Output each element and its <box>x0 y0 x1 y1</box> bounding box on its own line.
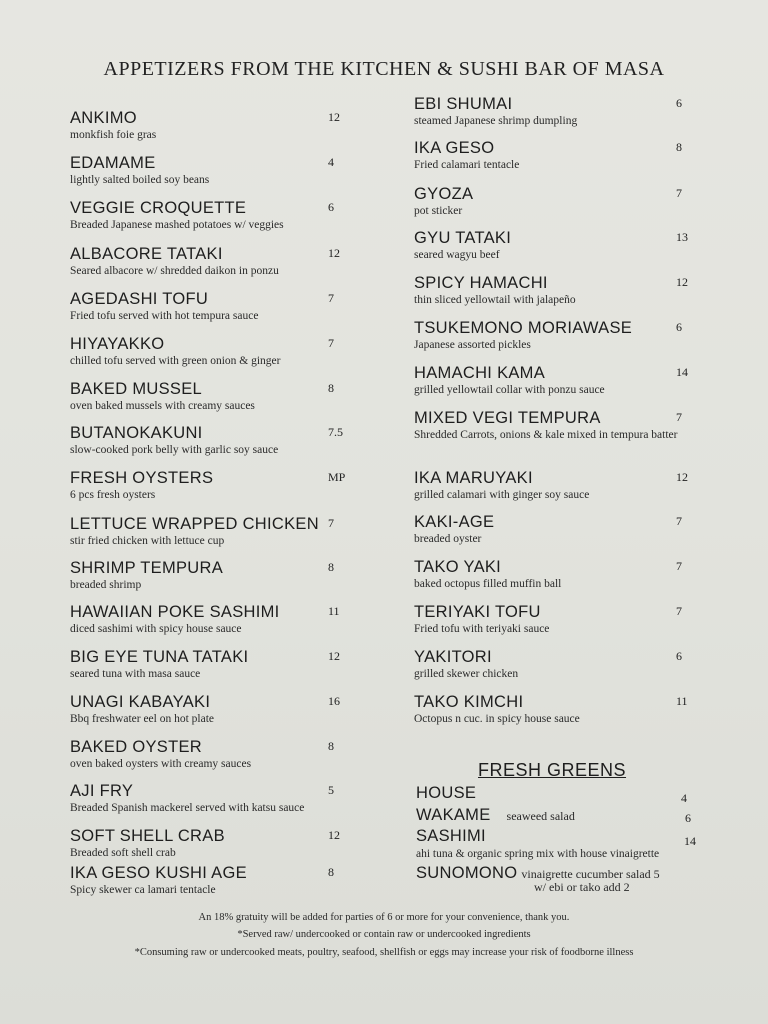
menu-item <box>70 108 360 153</box>
item-name: EDAMAME <box>70 154 156 172</box>
green-sashimi <box>416 827 659 860</box>
menu-item <box>414 94 714 138</box>
item-description: breaded oyster <box>414 533 482 545</box>
item-name: ALBACORE TATAKI <box>70 245 223 263</box>
item-name: BUTANOKAKUNI <box>70 424 203 442</box>
item-price: 7 <box>328 336 334 350</box>
menu-item <box>414 363 714 408</box>
menu-item <box>70 558 360 602</box>
item-name: IKA GESO KUSHI AGE <box>70 864 247 882</box>
menu-item <box>70 244 360 289</box>
item-description: Fried tofu with teriyaki sauce <box>414 623 550 635</box>
item-description: thin sliced yellowtail with jalapeño <box>414 294 576 306</box>
item-price: 7 <box>328 516 334 530</box>
item-price: 4 <box>328 155 334 169</box>
menu-item <box>414 273 714 318</box>
item-price: MP <box>328 470 346 484</box>
item-description: baked octopus filled muffin ball <box>414 578 562 590</box>
item-name: MIXED VEGI TEMPURA <box>414 409 601 427</box>
item-name: UNAGI KABAYAKI <box>70 693 211 711</box>
item-name: TERIYAKI TOFU <box>414 603 541 621</box>
item-description: Breaded soft shell crab <box>70 847 176 859</box>
item-price: 6 <box>328 200 334 214</box>
item-price: 13 <box>676 230 688 244</box>
item-price: 7 <box>676 559 682 573</box>
item-price: 8 <box>676 140 682 154</box>
menu-item <box>414 318 714 363</box>
item-name: HIYAYAKKO <box>70 335 165 353</box>
item-name: KAKI-AGE <box>414 513 495 531</box>
item-name: TSUKEMONO MORIAWASE <box>414 319 633 337</box>
menu-title: APPETIZERS FROM THE KITCHEN & SUSHI BAR OF MASA <box>103 58 665 80</box>
item-name: YAKITORI <box>414 648 492 666</box>
item-description: lightly salted boiled soy beans <box>70 174 210 186</box>
green-sashimi-name: SASHIMI <box>416 827 486 845</box>
green-sunomono-desc: w/ ebi or tako add 2 <box>534 880 630 894</box>
item-description: Bbq freshwater eel on hot plate <box>70 713 215 725</box>
green-sunomono <box>416 864 660 895</box>
item-description: Breaded Japanese mashed potatoes w/ veggies <box>70 219 284 231</box>
green-sashimi-desc: ahi tuna & organic spring mix with house vinaigrette <box>416 848 660 860</box>
item-description: seared tuna with masa sauce <box>70 668 201 680</box>
item-price: 6 <box>676 320 682 334</box>
item-price: 8 <box>328 560 334 574</box>
menu-item <box>414 692 714 737</box>
item-price: 12 <box>328 110 340 124</box>
menu-item <box>414 647 714 692</box>
item-name: HAWAIIAN POKE SASHIMI <box>70 603 280 621</box>
item-price: 12 <box>328 649 340 663</box>
item-price: 12 <box>676 275 688 289</box>
menu-item <box>414 602 714 647</box>
item-description: Shredded Carrots, onions & kale mixed in tempura batter <box>414 429 678 441</box>
item-price: 7 <box>676 514 682 528</box>
menu-item <box>414 557 714 602</box>
item-name: VEGGIE CROQUETTE <box>70 199 247 217</box>
item-description: slow-cooked pork belly with garlic soy sauce <box>70 444 279 456</box>
menu-item <box>70 198 360 244</box>
menu-item <box>70 781 360 826</box>
footer-gratuity: An 18% gratuity will be added for parties of 6 or more for your convenience, thank you. <box>198 912 570 923</box>
green-sunomono-note: vinaigrette cucumber salad 5 <box>521 867 660 881</box>
item-price: 12 <box>328 828 340 842</box>
item-name: GYOZA <box>414 185 474 203</box>
item-description: grilled skewer chicken <box>414 668 519 680</box>
item-description: steamed Japanese shrimp dumpling <box>414 115 578 127</box>
menu-item <box>414 138 714 184</box>
item-price: 5 <box>328 783 334 797</box>
menu-item <box>414 184 714 228</box>
item-price: 14 <box>676 365 688 379</box>
menu-item <box>70 468 360 514</box>
item-price: 12 <box>676 470 688 484</box>
item-description: oven baked mussels with creamy sauces <box>70 400 255 412</box>
green-wakame <box>416 806 575 825</box>
item-price: 16 <box>328 694 340 708</box>
item-name: AJI FRY <box>70 782 134 800</box>
item-description: Breaded Spanish mackerel served with katsu sauce <box>70 802 305 814</box>
menu-item <box>414 408 714 468</box>
item-description: Seared albacore w/ shredded daikon in ponzu <box>70 265 279 277</box>
item-name: GYU TATAKI <box>414 229 512 247</box>
menu-item <box>70 692 360 737</box>
menu-item <box>70 737 360 781</box>
menu-item <box>70 289 360 334</box>
item-description: breaded shrimp <box>70 579 142 591</box>
item-description: grilled yellowtail collar with ponzu sauce <box>414 384 605 396</box>
item-name: FRESH OYSTERS <box>70 469 214 487</box>
item-description: chilled tofu served with green onion & ginger <box>70 355 281 367</box>
item-price: 11 <box>676 694 688 708</box>
item-description: monkfish foie gras <box>70 129 157 141</box>
item-name: IKA GESO <box>414 139 495 157</box>
item-name: TAKO YAKI <box>414 558 502 576</box>
item-name: AGEDASHI TOFU <box>70 290 209 308</box>
green-wakame-price: 6 <box>685 811 691 825</box>
green-wakame-note: seaweed salad <box>506 809 575 823</box>
item-name: BAKED MUSSEL <box>70 380 202 398</box>
left-column <box>70 108 360 903</box>
item-description: seared wagyu beef <box>414 249 500 261</box>
item-name: SHRIMP TEMPURA <box>70 559 224 577</box>
item-description: pot sticker <box>414 205 463 217</box>
item-description: Japanese assorted pickles <box>414 339 531 351</box>
item-name: IKA MARUYAKI <box>414 469 533 487</box>
item-name: EBI SHUMAI <box>414 95 513 113</box>
green-house-price: 4 <box>681 791 687 805</box>
footer-raw-notice: *Served raw/ undercooked or contain raw or undercooked ingredients <box>237 929 531 940</box>
menu-item <box>70 826 360 863</box>
item-name: HAMACHI KAMA <box>414 364 546 382</box>
item-name: LETTUCE WRAPPED CHICKEN <box>70 515 319 533</box>
menu-item <box>70 379 360 423</box>
item-description: Spicy skewer ca lamari tentacle <box>70 884 216 896</box>
menu-item <box>70 334 360 379</box>
menu-item <box>70 153 360 198</box>
item-price: 7 <box>676 410 682 424</box>
item-price: 12 <box>328 246 340 260</box>
item-price: 11 <box>328 604 340 618</box>
menu-item <box>414 468 714 512</box>
item-name: SPICY HAMACHI <box>414 274 548 292</box>
green-house-name: HOUSE <box>416 784 477 802</box>
item-description: grilled calamari with ginger soy sauce <box>414 489 590 501</box>
item-price: 7 <box>676 186 682 200</box>
item-description: Octopus n cuc. in spicy house sauce <box>414 713 580 725</box>
item-name: SOFT SHELL CRAB <box>70 827 225 845</box>
item-description: 6 pcs fresh oysters <box>70 489 156 501</box>
menu-item <box>70 423 360 468</box>
menu-item <box>414 228 714 273</box>
item-price: 7.5 <box>328 425 343 439</box>
item-price: 6 <box>676 649 682 663</box>
item-price: 7 <box>676 604 682 618</box>
item-description: diced sashimi with spicy house sauce <box>70 623 242 635</box>
menu-item <box>70 514 360 558</box>
menu-item <box>70 647 360 692</box>
footer-consuming-warning: *Consuming raw or undercooked meats, poultry, seafood, shellfish or eggs may increase your risk of foodborne illness <box>134 947 634 958</box>
menu-item <box>70 602 360 647</box>
menu-item <box>414 512 714 557</box>
green-house <box>416 784 476 803</box>
green-sashimi-price: 14 <box>684 834 696 848</box>
item-price: 7 <box>328 291 334 305</box>
menu-item <box>70 863 360 903</box>
item-name: BIG EYE TUNA TATAKI <box>70 648 249 666</box>
fresh-greens-heading: FRESH GREENS <box>478 760 627 780</box>
item-description: oven baked oysters with creamy sauces <box>70 758 252 770</box>
green-wakame-name: WAKAME <box>416 806 491 824</box>
item-name: ANKIMO <box>70 109 137 127</box>
item-description: Fried tofu served with hot tempura sauce <box>70 310 259 322</box>
item-price: 8 <box>328 865 334 879</box>
green-sunomono-name: SUNOMONO <box>416 864 518 882</box>
item-price: 8 <box>328 381 334 395</box>
right-column <box>414 94 714 737</box>
item-description: Fried calamari tentacle <box>414 159 520 171</box>
item-name: BAKED OYSTER <box>70 738 202 756</box>
item-name: TAKO KIMCHI <box>414 693 524 711</box>
item-price: 8 <box>328 739 334 753</box>
item-description: stir fried chicken with lettuce cup <box>70 535 225 547</box>
item-price: 6 <box>676 96 682 110</box>
